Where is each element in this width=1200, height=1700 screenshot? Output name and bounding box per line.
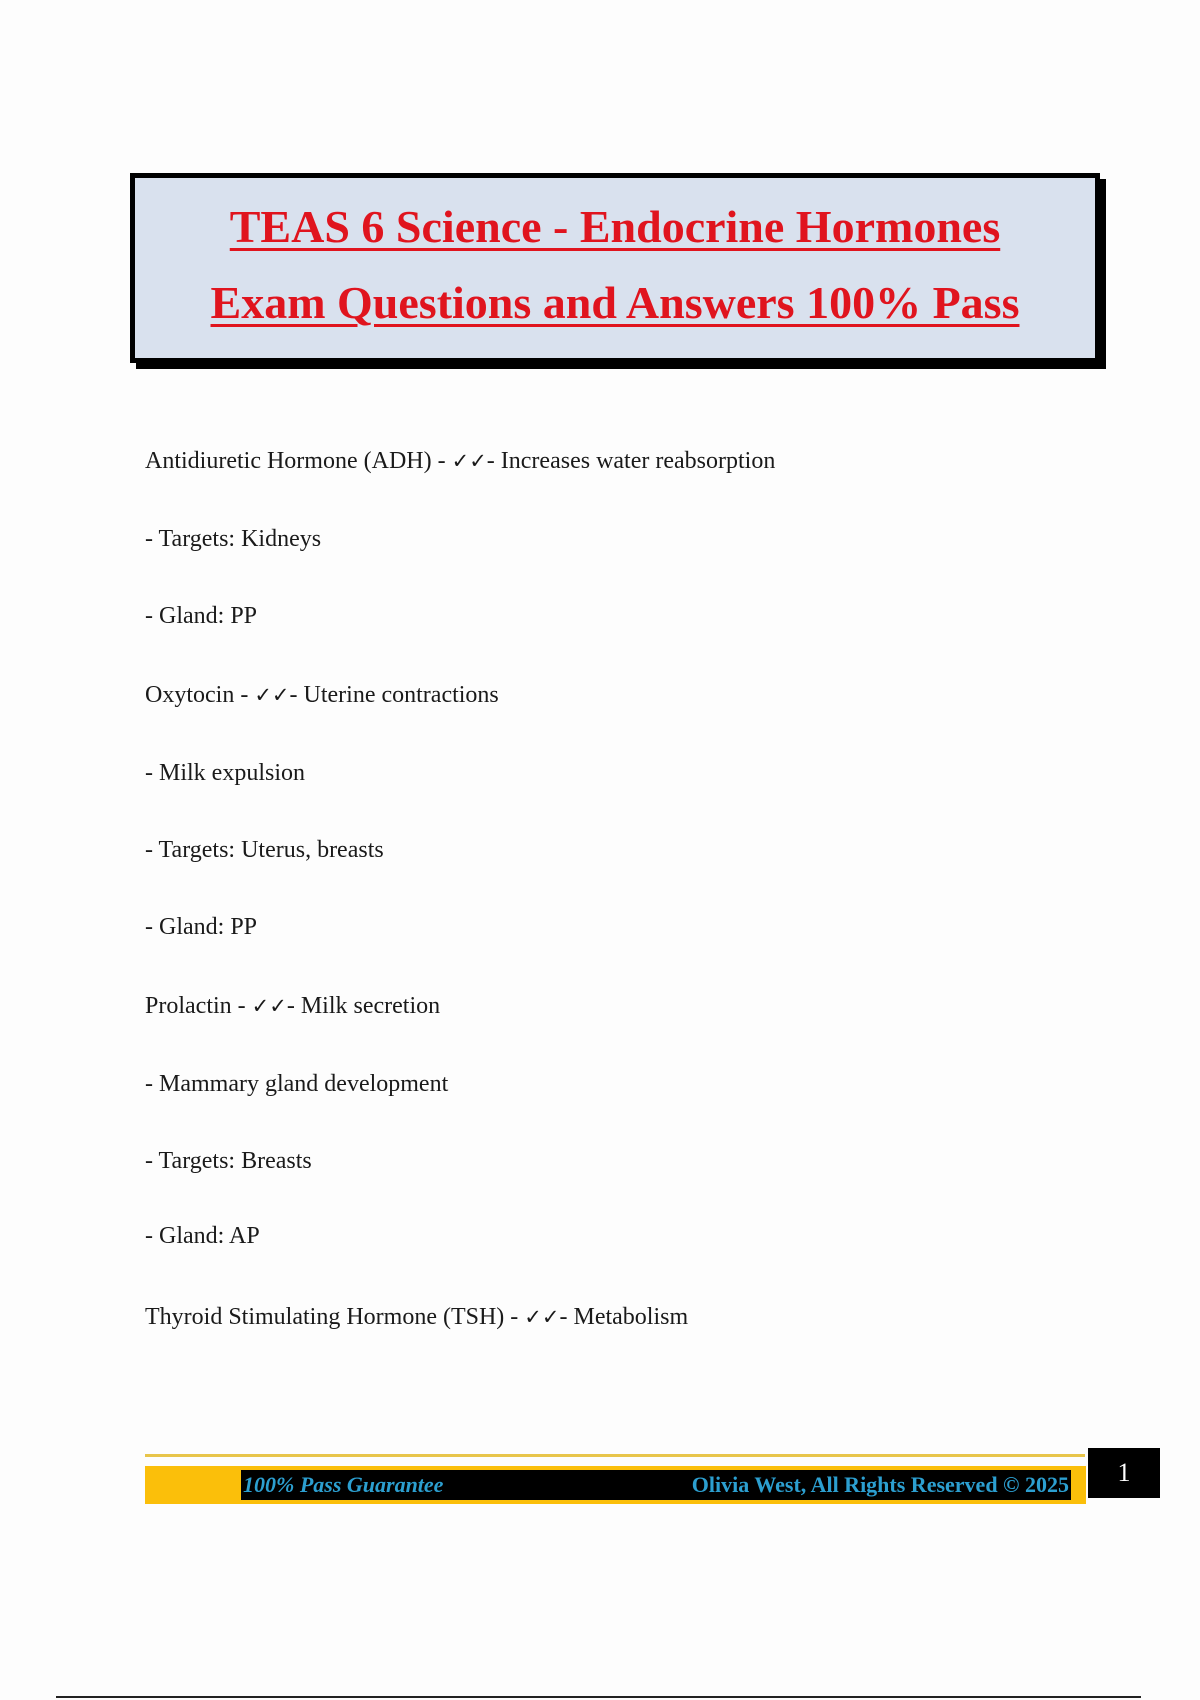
question-text: Thyroid Stimulating Hormone (TSH) - xyxy=(145,1304,525,1330)
qa-line xyxy=(145,991,440,1021)
footer-bar xyxy=(145,1466,1086,1504)
title-line-2: Exam Questions and Answers 100% Pass xyxy=(210,277,1020,328)
detail-line: - Gland: AP xyxy=(145,1223,260,1249)
question-text: Prolactin - xyxy=(145,993,252,1019)
detail-line: - Targets: Kidneys xyxy=(145,526,322,552)
footer-text-band xyxy=(241,1470,1071,1500)
title-box xyxy=(130,173,1100,363)
detail-line: - Gland: PP xyxy=(145,914,258,940)
footer-divider xyxy=(145,1454,1085,1457)
detail-line: - Mammary gland development xyxy=(145,1071,449,1097)
qa-line xyxy=(145,680,499,710)
qa-line xyxy=(145,1302,688,1332)
page-number: 1 xyxy=(1088,1448,1160,1498)
answer-text: - Metabolism xyxy=(559,1304,689,1330)
answer-text: - Uterine contractions xyxy=(289,682,499,708)
answer-text: - Increases water reabsorption xyxy=(486,448,776,474)
detail-line: - Milk expulsion xyxy=(145,760,305,786)
qa-line xyxy=(145,446,775,476)
question-text: Oxytocin - xyxy=(145,682,255,708)
question-text: Antidiuretic Hormone (ADH) - xyxy=(145,448,452,474)
detail-line: - Targets: Breasts xyxy=(145,1148,312,1174)
title-line-1: TEAS 6 Science - Endocrine Hormones xyxy=(229,201,1001,252)
footer-guarantee: 100% Pass Guarantee xyxy=(243,1472,444,1497)
footer-copyright: Olivia West, All Rights Reserved © 2025 xyxy=(691,1472,1069,1497)
double-check-icon: ✓✓ xyxy=(254,683,290,707)
double-check-icon: ✓✓ xyxy=(524,1305,560,1329)
answer-text: - Milk secretion xyxy=(286,993,441,1019)
double-check-icon: ✓✓ xyxy=(251,994,287,1018)
page-bottom-divider xyxy=(56,1696,1141,1698)
detail-line: - Targets: Uterus, breasts xyxy=(145,837,384,863)
double-check-icon: ✓✓ xyxy=(451,449,487,473)
detail-line: - Gland: PP xyxy=(145,603,258,629)
